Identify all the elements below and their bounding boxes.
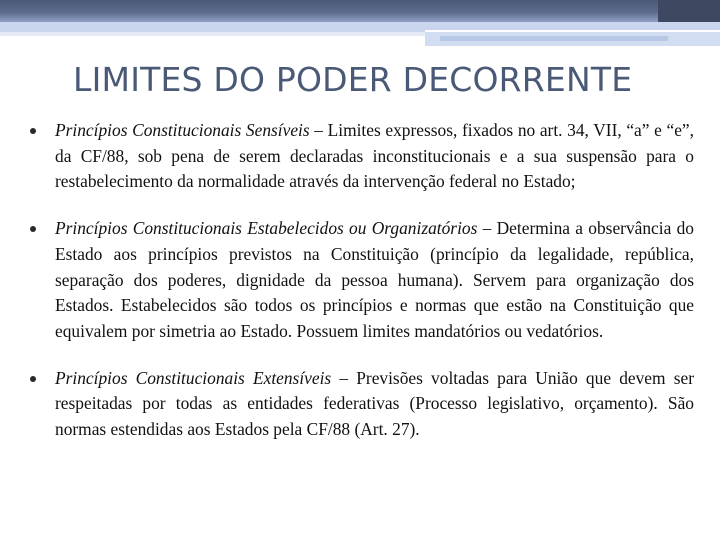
- bullet-text: – Previsões voltadas para União que devem ser respeitadas por todas as entidades federativas (Processo legislativo, orçamento). São normas estendidas aos Estados pela CF/88 (Art. 27).: [55, 367, 694, 440]
- bullet-list: [30, 118, 694, 443]
- bullet-term: Princípios Constitucionais Extensíveis: [55, 367, 332, 388]
- bullet-item: [30, 366, 694, 443]
- bullet-text: – Determina a observância do Estado aos princípios previstos na Constituição (princípio da legalidade, república, separação dos poderes, dignidade da pessoa humana). Servem para organização dos Estados. Estabelecidos são todos os princípios e normas que estão na Constituição que equivalem por simetria ao Estado. Possuem limites mandatórios ou vedatórios.: [55, 218, 694, 341]
- bullet-text: – Limites expressos, fixados no art. 34, VII, “a” e “e”, da CF/88, sob pena de serem declaradas inconstitucionais e a sua suspensão para o restabelecimento da normalidade através da intervenção federal no Estado;: [55, 120, 694, 192]
- bullet-icon: [30, 128, 36, 134]
- header-band: [0, 0, 720, 22]
- slide-title: LIMITES DO PODER DECORRENTE: [73, 60, 633, 99]
- header-tab-stripe-inner: [440, 36, 668, 41]
- bullet-term: Princípios Constitucionais Sensíveis: [55, 120, 310, 140]
- bullet-term: Princípios Constitucionais Estabelecidos ou Organizatórios: [55, 218, 478, 239]
- bullet-item: [30, 118, 694, 195]
- bullet-icon: [30, 226, 36, 232]
- bullet-icon: [30, 376, 36, 382]
- header-band-accent: [658, 0, 720, 22]
- bullet-item: [30, 216, 694, 345]
